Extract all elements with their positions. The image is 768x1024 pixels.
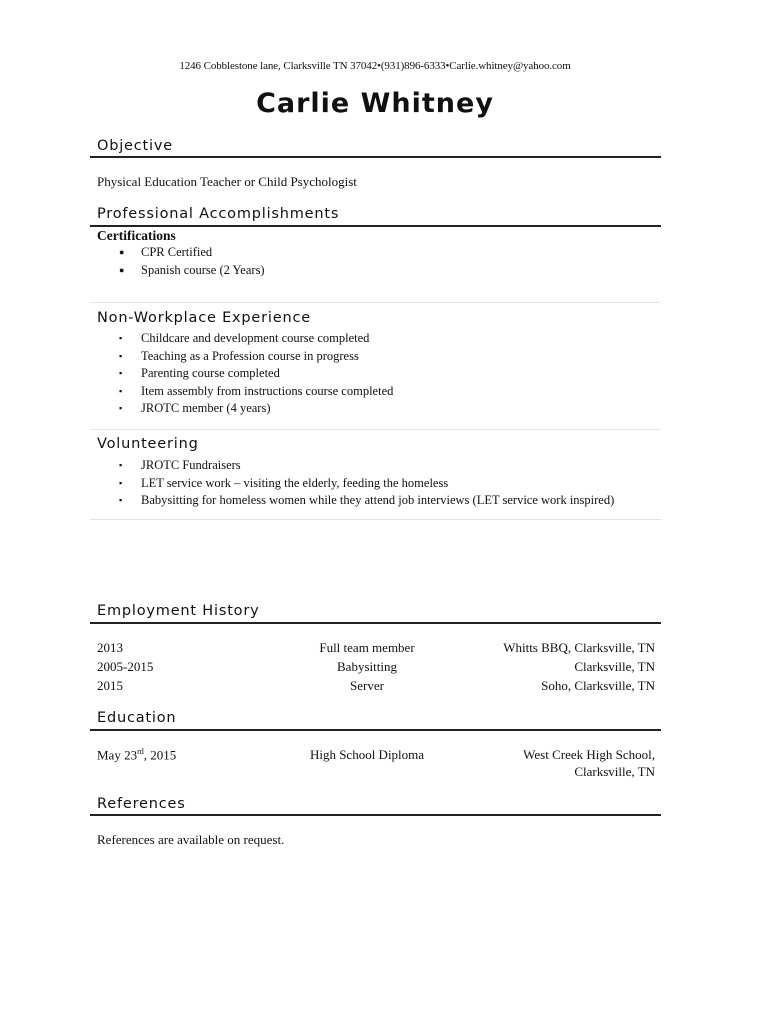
contact-line: 1246 Cobblestone lane, Clarksville TN 37042•(931)896-6333•Carlie.whitney@yahoo.com bbox=[179, 60, 571, 72]
list-item: ▪ JROTC member (4 years) bbox=[0, 400, 393, 418]
employment-role: Babysitting bbox=[337, 659, 397, 674]
list-item: ▪ LET service work – visiting the elderly, feeding the homeless bbox=[0, 475, 614, 493]
bullet-icon: ▪ bbox=[119, 460, 123, 470]
education-date: May 23rd, 2015 bbox=[97, 747, 177, 763]
education-heading: Education bbox=[97, 710, 177, 726]
section-divider bbox=[90, 519, 661, 520]
employment-row bbox=[97, 640, 655, 658]
volunteering-heading: Volunteering bbox=[97, 436, 199, 452]
bullet-icon: ▪ bbox=[119, 350, 123, 361]
references-rule bbox=[90, 814, 661, 816]
volunteering-list bbox=[0, 457, 614, 510]
non-workplace-list bbox=[0, 330, 393, 418]
education-school-location: Clarksville, TN bbox=[574, 764, 655, 779]
list-item: ▪ Babysitting for homeless women while they attend job interviews (LET service work inspired) bbox=[0, 492, 614, 510]
education-row-continued bbox=[97, 764, 655, 782]
list-item: ▪ Parenting course completed bbox=[0, 365, 393, 383]
bullet-icon: ● bbox=[119, 264, 125, 275]
employment-year: 2005-2015 bbox=[97, 659, 154, 674]
certifications-subheading: Certifications bbox=[97, 228, 176, 243]
bullet-icon: ▪ bbox=[119, 477, 123, 488]
education-school: West Creek High School, bbox=[523, 747, 655, 762]
objective-rule bbox=[90, 156, 661, 158]
employment-place: Clarksville, TN bbox=[574, 659, 655, 674]
employment-year: 2015 bbox=[97, 678, 123, 693]
education-rule bbox=[90, 729, 661, 731]
employment-place: Whitts BBQ, Clarksville, TN bbox=[503, 640, 655, 655]
references-text: References are available on request. bbox=[97, 832, 285, 847]
candidate-name: Carlie Whitney bbox=[256, 88, 494, 119]
bullet-icon: ▪ bbox=[119, 495, 123, 505]
employment-row bbox=[97, 678, 655, 696]
employment-role: Full team member bbox=[319, 640, 415, 655]
education-degree: High School Diploma bbox=[309, 747, 425, 762]
objective-heading: Objective bbox=[97, 138, 173, 154]
non-workplace-heading: Non-Workplace Experience bbox=[97, 310, 311, 326]
list-item: ▪ Childcare and development course completed bbox=[0, 330, 393, 348]
list-item: ▪ Item assembly from instructions course completed bbox=[0, 383, 393, 401]
bullet-icon: ▪ bbox=[119, 385, 123, 396]
employment-role: Server bbox=[350, 678, 384, 693]
list-item: ● Spanish course (2 Years) bbox=[0, 262, 265, 280]
bullet-icon: ● bbox=[119, 247, 125, 257]
references-heading: References bbox=[97, 796, 186, 812]
section-divider bbox=[90, 302, 661, 303]
accomplishments-heading: Professional Accomplishments bbox=[97, 206, 340, 222]
employment-row bbox=[97, 659, 655, 677]
employment-rule bbox=[90, 622, 661, 624]
list-item: ● CPR Certified bbox=[0, 244, 265, 262]
education-row bbox=[97, 747, 655, 765]
certifications-list bbox=[0, 244, 265, 279]
list-item: ▪ JROTC Fundraisers bbox=[0, 457, 614, 475]
objective-text: Physical Education Teacher or Child Psychologist bbox=[97, 174, 357, 189]
bullet-icon: ▪ bbox=[119, 403, 123, 413]
accomplishments-rule bbox=[90, 225, 661, 227]
employment-year: 2013 bbox=[97, 640, 123, 655]
bullet-icon: ▪ bbox=[119, 368, 123, 378]
section-divider bbox=[90, 429, 661, 430]
list-item: ▪ Teaching as a Profession course in progress bbox=[0, 348, 393, 366]
employment-heading: Employment History bbox=[97, 603, 260, 619]
employment-place: Soho, Clarksville, TN bbox=[541, 678, 655, 693]
bullet-icon: ▪ bbox=[119, 333, 123, 343]
